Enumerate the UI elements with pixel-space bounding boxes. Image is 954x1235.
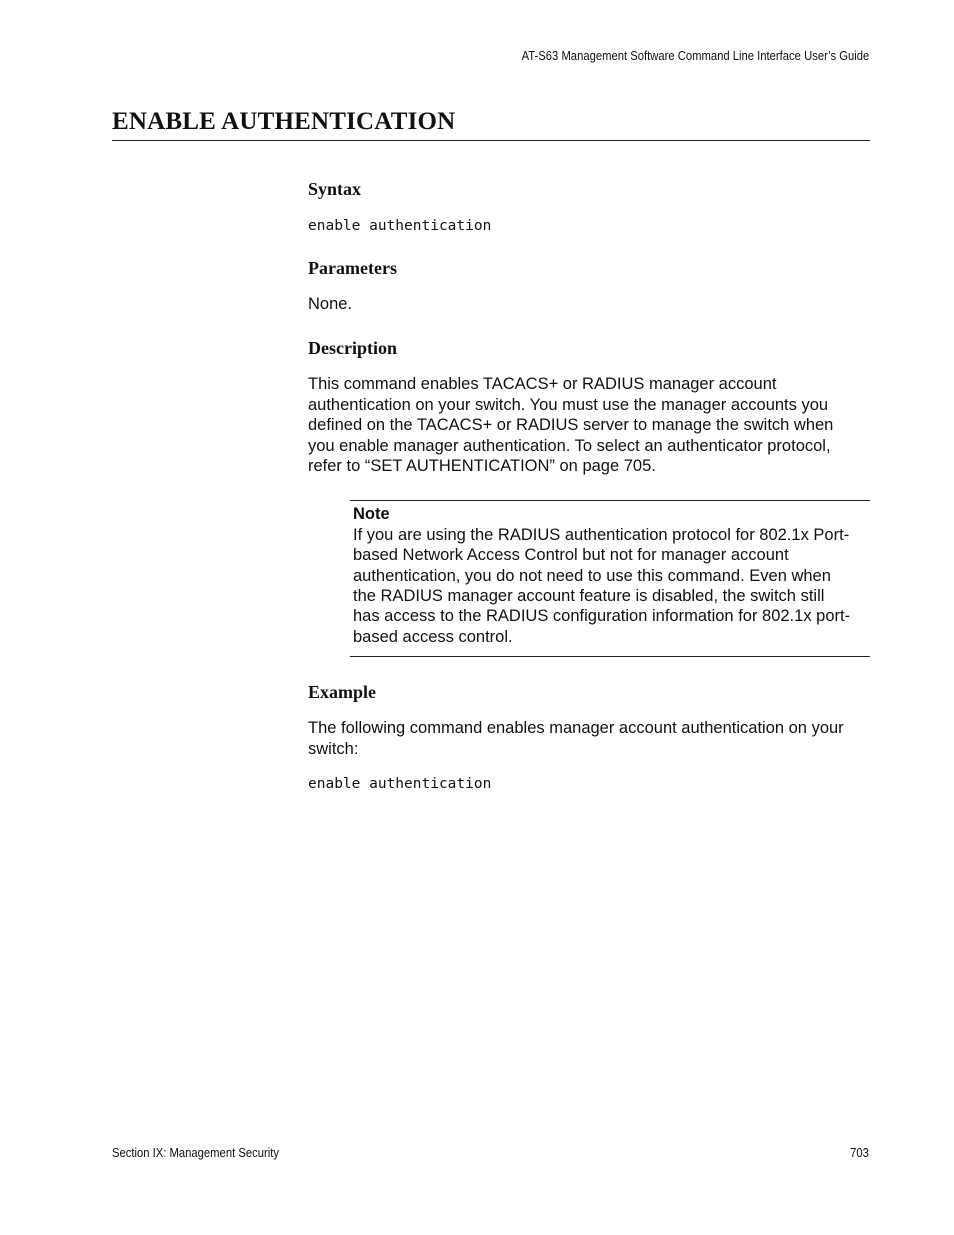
- note-line: has access to the RADIUS configuration information for 802.1x port-: [353, 607, 851, 626]
- example-line: The following command enables manager account authentication on your: [308, 719, 844, 738]
- note-box: [350, 500, 870, 657]
- parameters-heading: Parameters: [308, 258, 397, 278]
- syntax-heading: Syntax: [308, 179, 362, 199]
- description-line: defined on the TACACS+ or RADIUS server to manage the switch when: [308, 416, 834, 435]
- example-line: switch:: [308, 739, 359, 758]
- example-command: enable authentication: [308, 776, 492, 793]
- syntax-command: enable authentication: [308, 218, 492, 234]
- note-line: the RADIUS manager account feature is disabled, the switch still: [353, 587, 825, 606]
- description-line: refer to “SET AUTHENTICATION” on page 705.: [308, 457, 656, 476]
- description-line: authentication on your switch. You must use the manager accounts you: [308, 395, 829, 414]
- description-paragraph: [308, 374, 870, 476]
- example-paragraph: [308, 718, 870, 759]
- running-header: AT-S63 Management Software Command Line Interface User’s Guide: [521, 49, 869, 63]
- example-heading: Example: [308, 682, 377, 703]
- footer-section-name: Section IX: Management Security: [112, 1146, 279, 1160]
- title-divider: [112, 140, 870, 141]
- note-label: Note: [353, 505, 390, 524]
- note-line: authentication, you do not need to use this command. Even when: [353, 566, 831, 585]
- content-column: [308, 176, 870, 794]
- description-heading: Description: [308, 338, 397, 359]
- description-line: This command enables TACACS+ or RADIUS manager account: [308, 375, 777, 394]
- note-line: based Network Access Control but not for manager account: [353, 546, 789, 565]
- parameters-text: None.: [308, 295, 353, 313]
- page-title: ENABLE AUTHENTICATION: [112, 108, 456, 135]
- footer-page-number: 703: [850, 1146, 869, 1160]
- description-line: you enable manager authentication. To select an authenticator protocol,: [308, 436, 831, 455]
- note-line: If you are using the RADIUS authentication protocol for 802.1x Port-: [353, 525, 850, 544]
- note-line: based access control.: [353, 627, 513, 646]
